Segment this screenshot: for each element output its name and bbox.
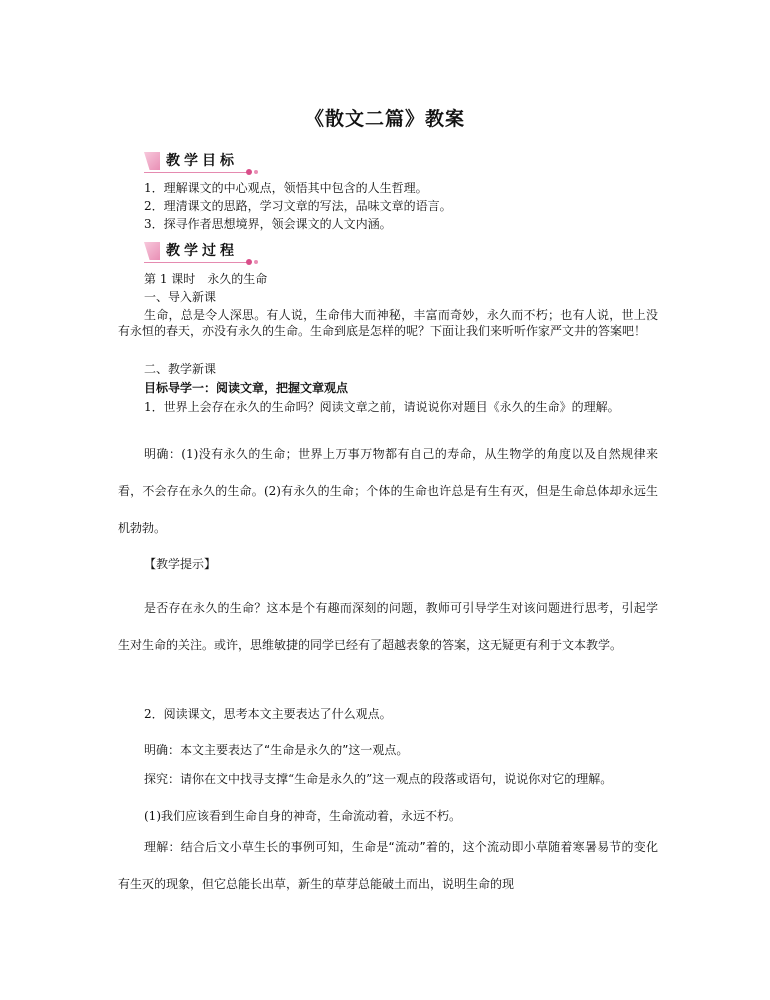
understand-prefix: 理解： xyxy=(144,840,181,854)
tip-label: 【教学提示】 xyxy=(144,557,217,571)
goal-item: 3．探寻作者思想境界，领会课文的人文内涵。 xyxy=(144,217,392,231)
clarify-paragraph xyxy=(118,436,658,547)
intro-paragraph: 生命，总是令人深思。有人说，生命伟大而神秘，丰富而奇妙，永久而不朽；也有人说，世上没有永恒的春天，亦没有永久的生命。生命到底是怎样的呢？下面让我们来听听作家严文井的答案吧！ xyxy=(118,308,658,338)
lesson-heading: 第 1 课时 永久的生命 xyxy=(144,272,268,286)
document-title: 《散文二篇》教案 xyxy=(304,108,465,130)
question-paragraph: 1．世界上会存在永久的生命吗？阅读文章之前，请说说你对题目《永久的生命》的理解。 xyxy=(144,400,620,414)
dot-decoration xyxy=(254,260,258,264)
goal-item: 2．理清课文的思路，学习文章的写法，品味文章的语言。 xyxy=(144,199,452,213)
dot-decoration xyxy=(246,259,252,265)
part-heading: 二、教学新课 xyxy=(144,362,217,376)
section-underline xyxy=(144,262,250,263)
understand-paragraph xyxy=(118,829,658,903)
question-text: 阅读课文，思考本文主要表达了什么观点。 xyxy=(163,707,392,721)
section-tab-decoration xyxy=(144,152,160,170)
question-paragraph xyxy=(144,706,658,722)
tip-paragraph: 是否存在永久的生命？这本是个有趣而深刻的问题，教师可引导学生对该问题进行思考，引起学生对生命的关注。或许，思维敏捷的同学已经有了超越表象的答案，这无疑更有利于文本教学。 xyxy=(118,601,658,652)
section-label: 教学过程 xyxy=(166,243,238,259)
clarify-text: 有永久的生命；个体的生命也许总是有生有灭，但是生命总体却永远生机勃勃。 xyxy=(118,484,658,535)
guide-heading: 目标导学一：阅读文章，把握文章观点 xyxy=(144,381,349,395)
clarify-paragraph: 明确：本文主要表达了“生命是永久的”这一观点。 xyxy=(144,743,409,757)
section-tab-decoration xyxy=(144,242,160,260)
section-label: 教学目标 xyxy=(166,153,238,169)
clarify-marker: (2) xyxy=(263,484,281,498)
clarify-text: 没有永久的生命；世界上万事万物都有自己的寿命，从生物学的角度以及自然规律来看，不会存在永久的生命。 xyxy=(118,447,658,498)
part-heading: 一、导入新课 xyxy=(144,290,217,304)
dot-decoration xyxy=(246,169,252,175)
point-paragraph: (1)我们应该看到生命自身的神奇，生命流动着，永远不朽。 xyxy=(144,809,462,823)
section-underline xyxy=(144,172,250,173)
explore-paragraph: 探究：请你在文中找寻支撑“生命是永久的”这一观点的段落或语句，说说你对它的理解。 xyxy=(144,772,613,786)
question-number: 2． xyxy=(144,707,164,721)
dot-decoration xyxy=(254,170,258,174)
clarify-prefix: 明确：(1) xyxy=(144,447,199,461)
understand-text: 结合后文小草生长的事例可知，生命是“流动”着的，这个流动即小草随着寒暑易节的变化有生灭的现象，但它总能长出草，新生的草芽总能破土而出，说明生命的现 xyxy=(118,840,658,891)
goal-item: 1．理解课文的中心观点，领悟其中包含的人生哲理。 xyxy=(144,181,428,195)
section-header-process xyxy=(144,240,264,266)
section-header-goals xyxy=(144,150,264,176)
